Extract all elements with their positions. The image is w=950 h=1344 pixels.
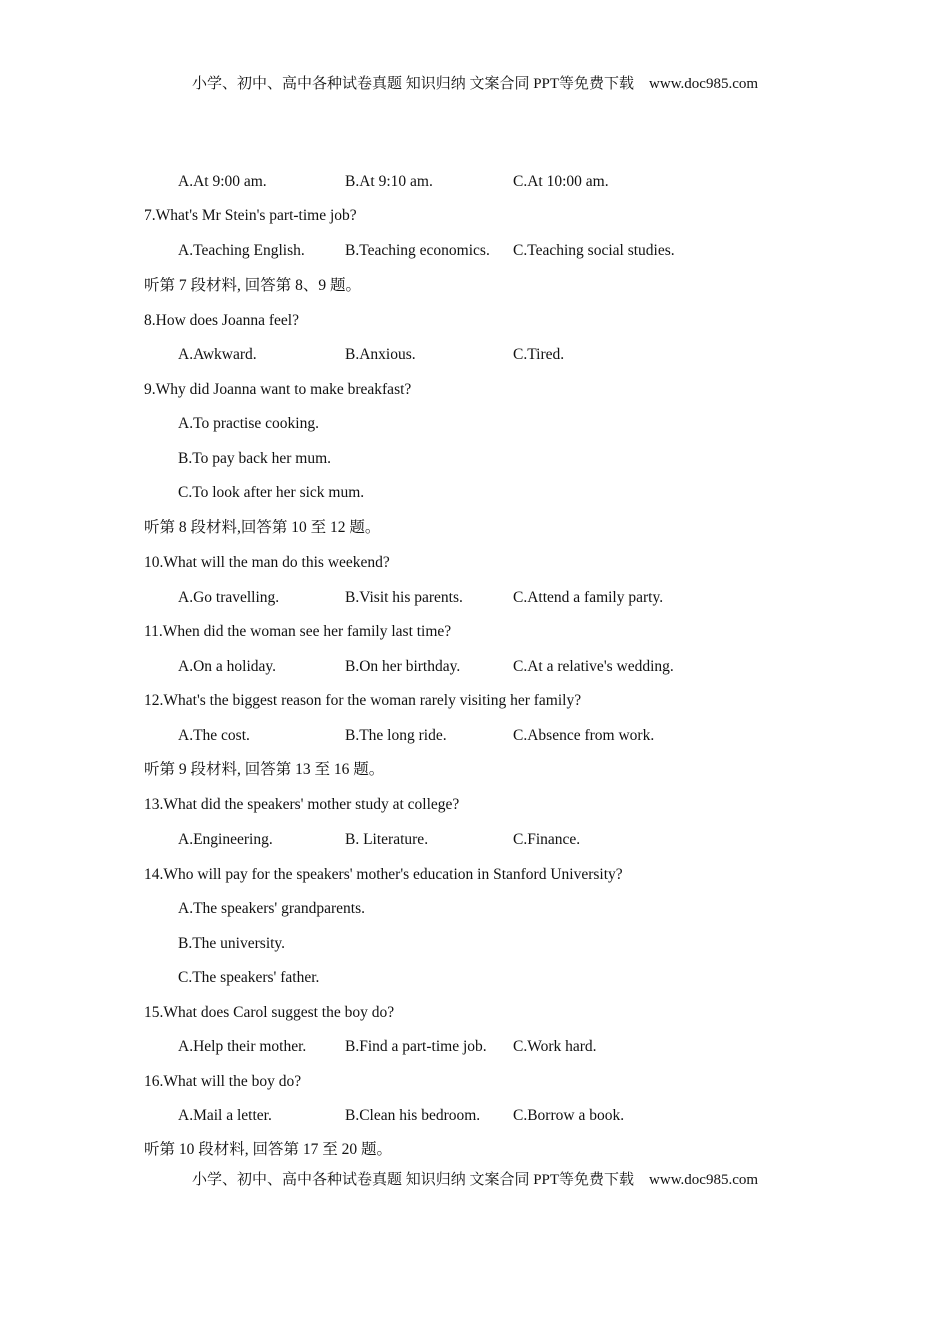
q15-option-b: B.Find a part-time job. xyxy=(345,1038,487,1055)
q6-option-c: C.At 10:00 am. xyxy=(513,173,609,190)
section-10-instruction: 听第 10 段材料, 回答第 17 至 20 题。 xyxy=(144,1141,393,1158)
q13-option-a: A.Engineering. xyxy=(178,831,273,848)
q16-option-a: A.Mail a letter. xyxy=(178,1107,272,1124)
q13-option-b: B. Literature. xyxy=(345,831,429,848)
q10-stem: 10.What will the man do this weekend? xyxy=(144,554,390,571)
q14-option-c: C.The speakers' father. xyxy=(178,969,320,986)
q11-option-a: A.On a holiday. xyxy=(178,658,277,675)
q11-stem: 11.When did the woman see her family last time? xyxy=(144,623,452,640)
q12-option-c: C.Absence from work. xyxy=(513,727,655,744)
q15-option-c: C.Work hard. xyxy=(513,1038,597,1055)
q15-stem: 15.What does Carol suggest the boy do? xyxy=(144,1004,395,1021)
q8-stem: 8.How does Joanna feel? xyxy=(144,312,299,329)
q12-stem: 12.What's the biggest reason for the woman rarely visiting her family? xyxy=(144,692,582,709)
q12-option-b: B.The long ride. xyxy=(345,727,447,744)
q9-stem: 9.Why did Joanna want to make breakfast? xyxy=(144,381,412,398)
q10-option-c: C.Attend a family party. xyxy=(513,589,664,606)
q15-option-a: A.Help their mother. xyxy=(178,1038,307,1055)
q10-option-a: A.Go travelling. xyxy=(178,589,280,606)
q8-option-a: A.Awkward. xyxy=(178,346,257,363)
q13-option-c: C.Finance. xyxy=(513,831,581,848)
q14-stem: 14.Who will pay for the speakers' mother's education in Stanford University? xyxy=(144,866,623,883)
q7-option-a: A.Teaching English. xyxy=(178,242,305,259)
page-header: 小学、初中、高中各种试卷真题 知识归纳 文案合同 PPT等免费下载 www.doc985.com xyxy=(191,76,759,92)
page-footer: 小学、初中、高中各种试卷真题 知识归纳 文案合同 PPT等免费下载 www.doc985.com xyxy=(191,1172,759,1188)
q11-option-c: C.At a relative's wedding. xyxy=(513,658,674,675)
q7-option-c: C.Teaching social studies. xyxy=(513,242,675,259)
q9-option-a: A.To practise cooking. xyxy=(178,415,319,432)
section-7-instruction: 听第 7 段材料, 回答第 8、9 题。 xyxy=(144,277,362,294)
q6-option-b: B.At 9:10 am. xyxy=(345,173,433,190)
q10-option-b: B.Visit his parents. xyxy=(345,589,463,606)
q16-stem: 16.What will the boy do? xyxy=(144,1073,302,1090)
q14-option-a: A.The speakers' grandparents. xyxy=(178,900,365,917)
q6-option-a: A.At 9:00 am. xyxy=(178,173,267,190)
q14-option-b: B.The university. xyxy=(178,935,286,952)
section-8-instruction: 听第 8 段材料,回答第 10 至 12 题。 xyxy=(144,519,381,536)
section-9-instruction: 听第 9 段材料, 回答第 13 至 16 题。 xyxy=(144,761,385,778)
q8-option-b: B.Anxious. xyxy=(345,346,416,363)
q8-option-c: C.Tired. xyxy=(513,346,565,363)
q12-option-a: A.The cost. xyxy=(178,727,250,744)
q9-option-c: C.To look after her sick mum. xyxy=(178,484,365,501)
q9-option-b: B.To pay back her mum. xyxy=(178,450,332,467)
q7-option-b: B.Teaching economics. xyxy=(345,242,490,259)
q16-option-c: C.Borrow a book. xyxy=(513,1107,625,1124)
q13-stem: 13.What did the speakers' mother study at college? xyxy=(144,796,460,813)
q16-option-b: B.Clean his bedroom. xyxy=(345,1107,481,1124)
q11-option-b: B.On her birthday. xyxy=(345,658,461,675)
q7-stem: 7.What's Mr Stein's part-time job? xyxy=(144,207,357,224)
